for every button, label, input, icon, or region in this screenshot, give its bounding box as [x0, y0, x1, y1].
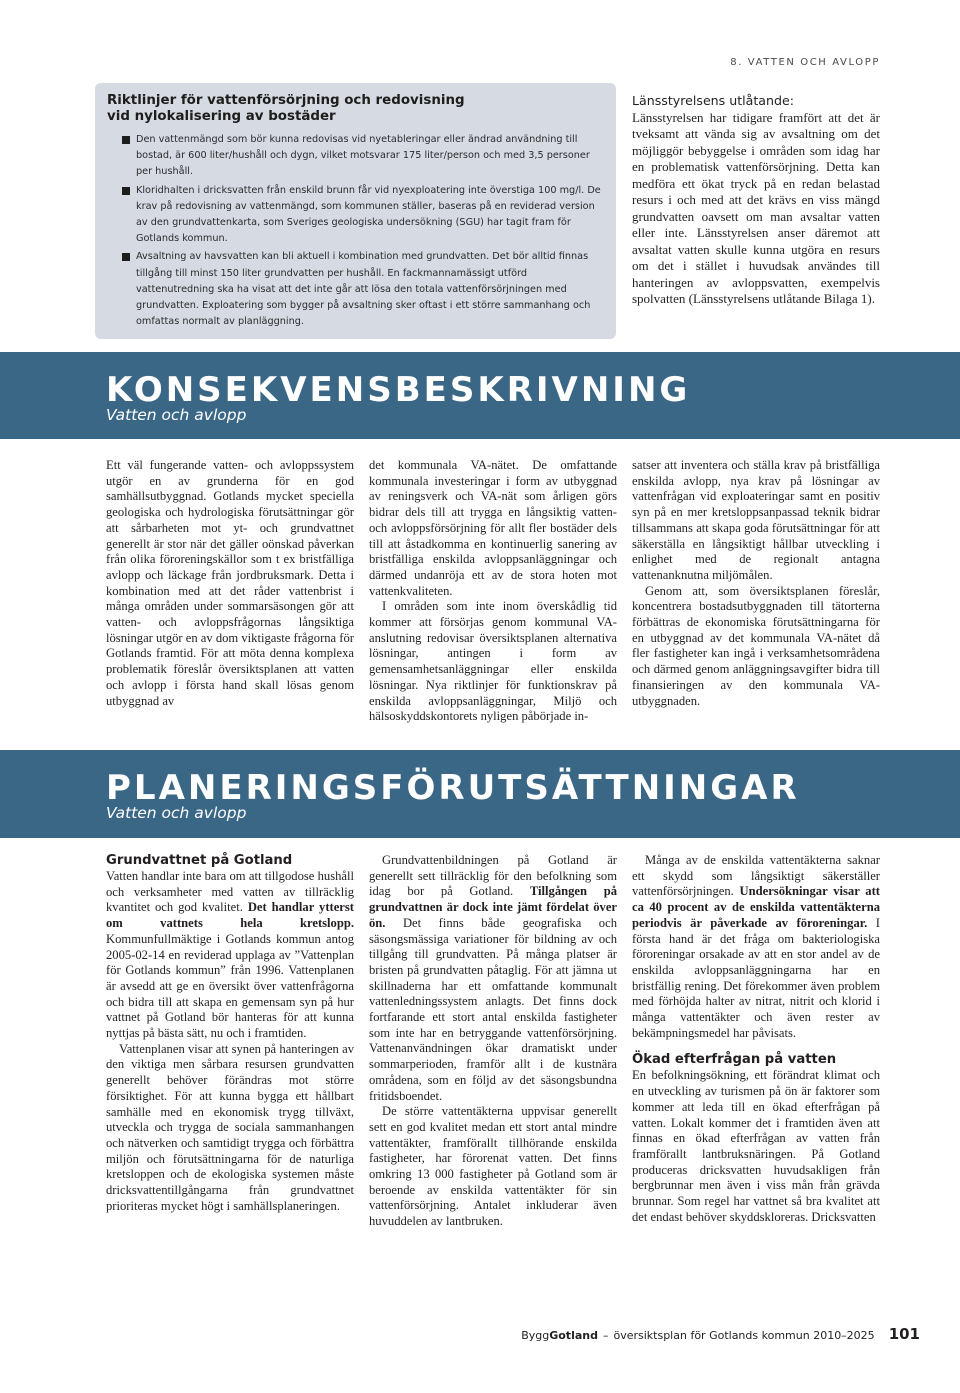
paragraph: Ett väl fungerande vatten- och avloppssystem utgör en av grunderna för en god samhällsutbyggnad. Gotlands mycket speciella geologiska och hydrologiska förutsättningar gör att sårbarheten mot yt- och grundvattnet generellt är stor när det gäller oönskad påverkan från olika föroreningskällor som t ex bristfälliga avlopp och läckage från jordbruksmark. Detta i kombination med att det råder vattenbrist i många områden under sommarsäsongen gör att vatten- och avloppsfrågornas långsiktiga lösningar utgör en av dom viktigaste frågorna för Gotlands framtid. För att möta denna komplexa problematik föreslår översiktsplanen att vatten och avlopp i första hand skall lösas genom utbyggnad av: [106, 458, 354, 708]
lansstyrelsen-text: Länsstyrelsen har tidigare framfört att det är tveksamt att vända sig av avsaltning om det möjliggör bebyggelse i områden som idag har en problematisk vattenförsörjning. Detta kan medföra ett ökat tryck på en redan belastad resurs i och med att det krävs en viss mängd grundvatten oavsett om man avsaltar vatten eller inte. Länsstyrelsen anser däremot att avsaltat vatten skulle kunna utgöra en resurs om det i stället i huvudsak användes till hanteringen av avloppsvatten, exempelvis spolvatten (Länsstyrelsens utlåtande Bilaga 1).: [632, 109, 880, 306]
section-title: PLANERINGSFÖRUTSÄTTNINGAR: [106, 768, 800, 808]
paragraph: De större vattentäkterna uppvisar generellt sett en god kvalitet medan ett stort antal mindre vattentäkter, framförallt tillhörande enskilda fastigheter, har förorenat vatten. Det finns omkring 13 000 fastigheter på Gotland som är beroende av enskilda vattentäkter för sin vattenförsörjning. Antalet inkluderar även huvuddelen av lantbruken.: [369, 1104, 617, 1229]
paragraph: det kommunala VA-nätet. De omfattande kommunala investeringar i form av utbyggnad av reningsverk och VA-nät som årligen görs bidrar dels till att trygga en långsiktig vatten- och avloppsförsörjning för allt fler bostäder dels till att åstadkomma en kontinuerlig sanering av bristfälliga enskilda avloppsanläggningar och därmed undanröja ett av de stora hoten mot vattenkvaliteten.: [369, 458, 617, 598]
planering-column-1: [106, 853, 354, 1214]
paragraph: Vatten handlar inte bara om att tillgodose hushåll och verksamheter med vatten av tillräcklig kvantitet och god kvalitet. Det handlar ytterst om vattnets hela kretslopp. Kommunfullmäktige i Gotlands kommun antog 2005-02-14 en reviderad upplaga av ”Vattenplan för Gotlands kommun” från 1996. Vattenplanen är avsedd att ge en översikt över vattenfrågorna och bidra till att skapa en gemensam syn på hur vattnet på Gotland bör hanteras för att kunna nyttjas på bästa sätt, nu och i framtiden.: [106, 869, 354, 1041]
planering-banner: [0, 750, 960, 838]
konsekvens-column-1: [106, 458, 354, 709]
konsekvens-banner: [0, 352, 960, 439]
paragraph: satser att inventera och ställa krav på bristfälliga enskilda avlopp, nya krav på lösningar av vattenfrågan vid exploateringar samt en positiv syn på en mer kretsloppsanpassad teknik bidrar tillsammans att skapa goda förutsättningar för att säkerställa en långsiktigt hållbar utveckling i enlighet med de regionalt antagna vattenanknutna miljömålen.: [632, 458, 880, 582]
lansstyrelsen-heading: Länsstyrelsens utlåtande:: [632, 93, 794, 108]
paragraph: Genom att, som översiktsplanen föreslår, koncentrera bostadsutbyggnaden till tätorterna förbättras de ekonomiska förutsättningarna för en utbyggnad av det kommunala VA-nätet då fler fastigheter kan ingå i verksamhetsområdena och därmed genom anläggningsavgifter bidra till finansieringen av den kommunala VA-utbyggnaden.: [632, 583, 880, 708]
square-bullet-icon: [122, 253, 130, 261]
lansstyrelsen-statement: [632, 93, 880, 308]
square-bullet-icon: [122, 136, 130, 144]
konsekvens-column-3: [632, 458, 880, 709]
square-bullet-icon: [122, 187, 130, 195]
planering-column-2: [369, 853, 617, 1230]
list-item: Avsaltning av havsvatten kan bli aktuell i kombination med grundvatten. Det bör alltid finnas tillgång till minst 150 liter grundvatten per hushåll. En fackmannamässigt utförd vattenutredning ska ha visat att det inte går att lösa den totala vattenförsörjningen med grundvatten. Exploatering som bygger på avsaltning sker oftast i ett större sammanhang och omfattas normalt av planläggning.: [107, 249, 604, 330]
paragraph: I områden som inte inom överskådlig tid kommer att försörjas genom kommunal VA-anslutning redovisar översiktsplanen alternativa lösningar, antingen i form av gemensamhetsanläggningar eller enskilda lösningar. Nya riktlinjer för funktionskrav på enskilda avloppsanläggningar, Miljö och hälsoskyddskontorets nyligen påbörjade in-: [369, 599, 617, 724]
paragraph: En befolkningsökning, ett förändrat klimat och en utveckling av turismen på ön är faktorer som kommer att leda till en ökad efterfrågan på vatten. Lokalt kommer det i framtiden även att finnas en ökad efterfrågan av vatten från framförallt lantbruksnäringen. På Gotland produceras dricksvatten huvudsakligen från bergbrunnar men även i viss mån från grävda brunnar. Som regel har vattnet så bra kvalitet att det endast behöver skyddskloreras. Dricksvatten: [632, 1068, 880, 1224]
footer-brand: ByggGotland: [521, 1329, 598, 1342]
subheading: Ökad efterfrågan på vatten: [632, 1052, 837, 1068]
section-title: KONSEKVENSBESKRIVNING: [106, 370, 691, 410]
footer-text: översiktsplan för Gotlands kommun 2010–2025: [613, 1329, 875, 1342]
section-subtitle: Vatten och avlopp: [106, 804, 247, 822]
guideline-title: Riktlinjer för vattenförsörjning och redovisning vid nylokalisering av bostäder: [107, 93, 465, 124]
page-footer: [521, 1325, 920, 1343]
subheading: Grundvattnet på Gotland: [106, 853, 293, 868]
paragraph: Många av de enskilda vattentäkterna saknar ett skydd som långsiktigt säkerställer vattenförsörjningen. Undersökningar visar att ca 40 procent av de enskilda vattentäkterna periodvis är påverkade av föroreningar. I första hand är det fråga om bakteriologiska föroreningar orsakade av att en stor andel av de enskilda avloppsanläggningarna har en bristfällig rening. Det förekommer även problem med förhöjda halter av nitrat, nitrit och klorid i många vattentäkter och även rester av bekämpningsmedel har påvisats.: [632, 853, 881, 1040]
guideline-box: [95, 83, 616, 339]
list-item: Kloridhalten i dricksvatten från enskild brunn får vid nyexploatering inte överstiga 100 mg/l. De krav på redovisning av vattenmängd, som kommunen ställer, baseras på en reviderad version av den grundvattenkarta, som Sveriges geologiska undersökning (SGU) har tagit fram för Gotlands kommun.: [107, 183, 604, 248]
paragraph: Grundvattenbildningen på Gotland är generellt sett tillräcklig för den befolkning som idag bor på Gotland. Tillgången på grundvattnen är dock inte jämt fördelat över ön. Det finns både geografiska och säsongsmässiga variationer för bildning av och tillgång till grundvatten. På många platser är bristen på grundvatten påtaglig. För att jämna ut skillnaderna har ett omfattande kommunalt vattenledningssystem anlagts. Det finns dock fortfarande ett stort antal enskilda fastigheter som inte har en betryggande vattenförsörjning. Vattenanvändningen ökar dramatiskt under sommarperioden, framför allt i de kustnära områdena, som en följd av det säsongsbundna fritidsboendet.: [369, 853, 618, 1103]
list-item: Den vattenmängd som bör kunna redovisas vid nyetableringar eller ändrad användning till bostad, är 600 liter/hushåll och dygn, vilket motsvarar 175 liter/person och med 3,5 personer per hushåll.: [107, 132, 604, 181]
konsekvens-column-2: [369, 458, 617, 725]
planering-column-3: [632, 853, 880, 1225]
section-subtitle: Vatten och avlopp: [106, 406, 247, 424]
chapter-label: 8. VATTEN OCH AVLOPP: [730, 57, 880, 68]
page-number: 101: [888, 1325, 920, 1343]
guideline-list: [107, 132, 604, 330]
paragraph: Vattenplanen visar att synen på hanteringen av den viktiga men sårbara resursen grundvatten generellt behöver förändras mot större försiktighet. För att kunna bygga ett hållbart samhälle med en ekonomisk trygg tillväxt, utveckla och trygga de sociala sammanhangen och nätverken och samtidigt trygga och förbättra miljön och förutsättningarna för de naturliga kretsloppen och de ekologiska systemen måste dricksvattentillgångarna från grundvattnet prioriteras mycket högt i samhällsplaneringen.: [106, 1041, 354, 1213]
footer-separator: –: [602, 1329, 609, 1342]
